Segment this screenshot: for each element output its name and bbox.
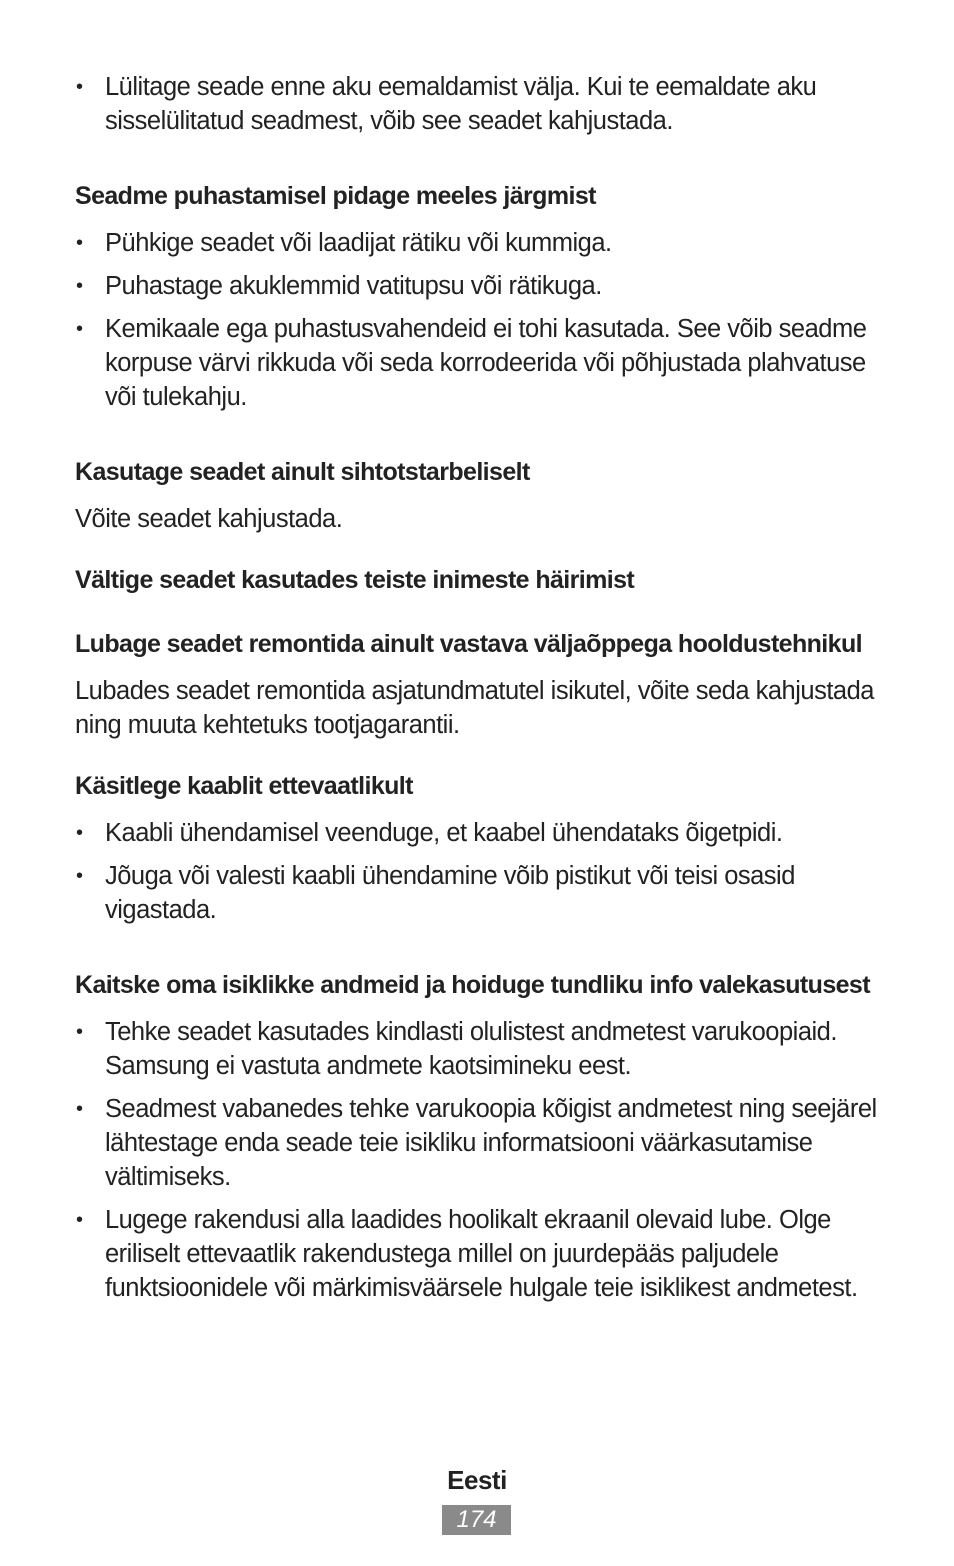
list-item: [75, 269, 885, 303]
list-item-text: Puhastage akuklemmid vatitupsu või rätikuga.: [105, 272, 602, 300]
page-content: [75, 70, 885, 1305]
list-item: [75, 312, 885, 414]
section-heading: Käsitlege kaablit ettevaatlikult: [75, 772, 413, 800]
list-item: [75, 1015, 885, 1083]
section-text: Lubades seadet remontida asjatundmatutel isikutel, võite seda kahjustada ning muuta kehtetuks tootjagarantii.: [75, 677, 874, 739]
bullet-list: [75, 226, 885, 414]
list-item: [75, 1092, 885, 1194]
bullet-icon: •: [76, 275, 83, 297]
bullet-list: [75, 70, 885, 138]
list-item-text: Lülitage seade enne aku eemaldamist välja. Kui te eemaldate aku sisselülitatud seadmest, võib see seadet kahjustada.: [105, 73, 817, 135]
section-text: Võite seadet kahjustada.: [75, 505, 343, 533]
list-item-text: Pühkige seadet või laadijat rätiku või kummiga.: [105, 229, 612, 257]
list-item-text: Lugege rakendusi alla laadides hoolikalt ekraanil olevaid lube. Olge eriliselt ettevaatlik rakendustega millel on juurdepääs paljudele funktsioonidele või märkimisväärsele hulgale teie isiklikest andmetest.: [105, 1206, 858, 1302]
section-heading: Kasutage seadet ainult sihtotstarbeliselt: [75, 458, 530, 486]
section-heading: Kaitske oma isiklikke andmeid ja hoiduge tundliku info valekasutusest: [75, 971, 870, 999]
section-heading: Lubage seadet remontida ainult vastava väljaõppega hooldustehnikul: [75, 630, 862, 658]
section-heading: Vältige seadet kasutades teiste inimeste häirimist: [75, 566, 635, 594]
list-item-text: Jõuga või valesti kaabli ühendamine võib pistikut või teisi osasid vigastada.: [105, 862, 795, 924]
bullet-icon: •: [76, 232, 83, 254]
list-item: [75, 859, 885, 927]
bullet-icon: •: [76, 1209, 83, 1231]
bullet-icon: •: [76, 76, 83, 98]
list-item-text: Kemikaale ega puhastusvahendeid ei tohi kasutada. See võib seadme korpuse värvi rikkuda või seda korrodeerida või põhjustada plahvatuse või tulekahju.: [105, 315, 867, 411]
list-item-text: Kaabli ühendamisel veenduge, et kaabel ühendataks õigetpidi.: [105, 819, 783, 847]
page-number-badge: 174: [442, 1505, 511, 1535]
footer-language: Eesti: [447, 1465, 507, 1495]
bullet-icon: •: [76, 1098, 83, 1120]
bullet-list: [75, 816, 885, 927]
list-item-text: Seadmest vabanedes tehke varukoopia kõigist andmetest ning seejärel lähtestage enda seade teie isikliku informatsiooni väärkasutamise vältimiseks.: [105, 1095, 877, 1191]
bullet-icon: •: [76, 865, 83, 887]
bullet-icon: •: [76, 1021, 83, 1043]
bullet-icon: •: [76, 822, 83, 844]
list-item-text: Tehke seadet kasutades kindlasti olulistest andmetest varukoopiaid. Samsung ei vastuta andmete kaotsimineku eest.: [105, 1018, 837, 1080]
bullet-list: [75, 1015, 885, 1305]
bullet-icon: •: [76, 318, 83, 340]
list-item: [75, 70, 885, 138]
list-item: [75, 1203, 885, 1305]
list-item: [75, 816, 885, 850]
list-item: [75, 226, 885, 260]
section-heading: Seadme puhastamisel pidage meeles järgmist: [75, 182, 596, 210]
